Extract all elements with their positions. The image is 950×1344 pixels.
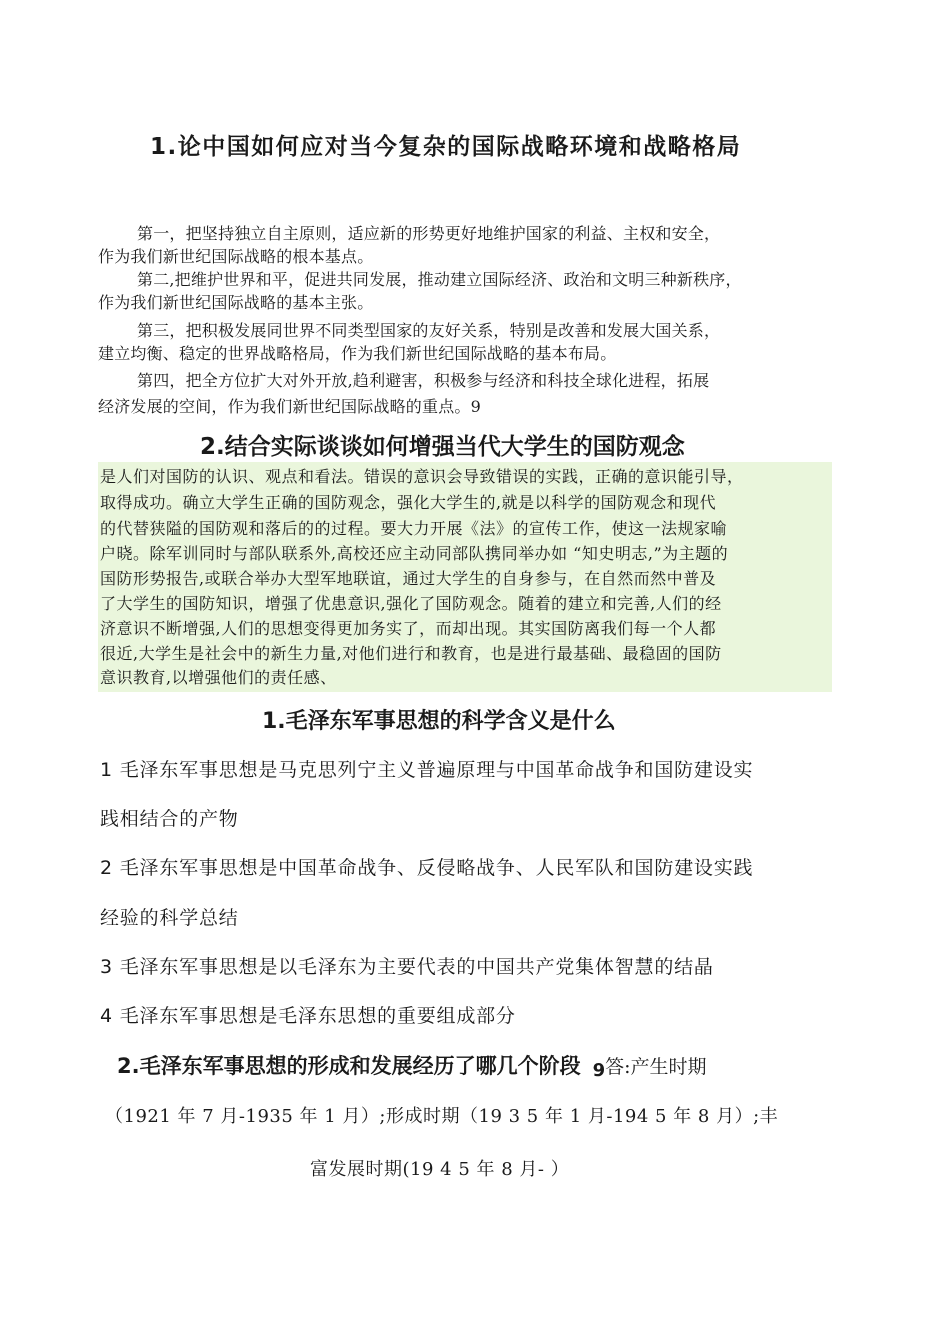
section-4-line-2: 富发展时期(19 4 5 年 8 月- ） [310, 1159, 570, 1180]
section-3-line-2: 践相结合的产物 [100, 808, 239, 830]
section-3-line-1: 1 毛泽东军事思想是马克思列宁主义普遍原理与中国革命战争和国防建设实 [100, 759, 754, 781]
section-2-line-5: 国防形势报告,或联合举办大型军地联谊，通过大学生的自身参与，在自然而然中普及 [100, 569, 717, 588]
section-1-line-5: 第三，把积极发展同世界不同类型国家的友好关系，特别是改善和发展大国关系， [137, 321, 721, 340]
section-2-line-8: 很近,大学生是社会中的新生力量,对他们进行和教育，也是进行最基础、最稳固的国防 [100, 644, 722, 663]
section-1-line-1: 第一，把坚持独立自主原则，适应新的形势更好地维护国家的利益、主权和安全， [137, 224, 721, 243]
section-2-line-3: 的代替狭隘的国防观和落后的的过程。要大力开展《法》的宣传工作，使这一法规家喻 [100, 519, 728, 538]
section-3-line-3: 2 毛泽东军事思想是中国革命战争、反侵略战争、人民军队和国防建设实践 [100, 857, 754, 879]
section-4-heading [117, 1050, 707, 1081]
section-2-line-6: 了大学生的国防知识，增强了优患意识,强化了国防观念。随着的建立和完善,人们的经 [100, 594, 722, 613]
section-3-line-6: 4 毛泽东军事思想是毛泽东思想的重要组成部分 [100, 1005, 516, 1027]
section-2-line-1: 是人们对国防的认识、观点和看法。错误的意识会导致错误的实践，正确的意识能引导， [100, 467, 744, 486]
section-1-line-2: 作为我们新世纪国际战略的根本基点。 [98, 247, 374, 266]
section-1-line-8: 经济发展的空间，作为我们新世纪国际战略的重点。9 [98, 397, 481, 416]
section-3-line-5: 3 毛泽东军事思想是以毛泽东为主要代表的中国共产党集体智慧的结晶 [100, 956, 714, 978]
section-2-line-7: 济意识不断增强,人们的思想变得更加务实了，而却出现。其实国防离我们每一个人都 [100, 619, 717, 638]
section-1-title: 1.论中国如何应对当今复杂的国际战略环境和战略格局 [150, 134, 742, 160]
section-3-title: 1.毛泽东军事思想的科学含义是什么 [262, 709, 616, 734]
section-4-line-1: （1921 年 7 月-1935 年 1 月）;形成时期（19 3 5 年 1 月-194 5 年 8 月）;丰 [105, 1106, 779, 1127]
section-4-title: 2.毛泽东军事思想的形成和发展经历了哪几个阶段 [117, 1054, 581, 1078]
section-1-line-7: 第四，把全方位扩大对外开放,趋利避害，积极参与经济和科技全球化进程，拓展 [137, 371, 710, 390]
section-2-title: 2.结合实际谈谈如何增强当代大学生的国防观念 [200, 434, 685, 460]
section-2-line-2: 取得成功。确立大学生正确的国防观念，强化大学生的,就是以科学的国防观念和现代 [100, 493, 717, 512]
section-1-line-4: 作为我们新世纪国际战略的基本主张。 [98, 293, 374, 312]
section-3-line-4: 经验的科学总结 [100, 907, 239, 929]
section-2-line-9: 意识教育,以增强他们的责任感、 [100, 668, 337, 687]
section-2-line-4: 户晓。除军训同时与部队联系外,高校还应主动同部队携同举办如 “知史明志,”为主题的 [100, 544, 729, 563]
section-4-mark: 9 [592, 1060, 606, 1081]
section-1-line-3: 第二,把维护世界和平，促进共同发展，推动建立国际经济、政治和文明三种新秩序， [137, 270, 742, 289]
section-4-answer-lead: 答:产生时期 [605, 1056, 707, 1078]
section-1-line-6: 建立均衡、稳定的世界战略格局，作为我们新世纪国际战略的基本布局。 [98, 344, 617, 363]
